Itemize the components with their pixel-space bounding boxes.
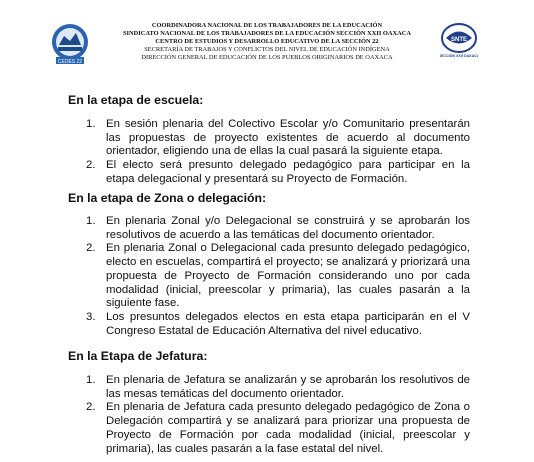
list-item: 2. El electo será presunto delegado pedagógico para participar en la etapa delegacional y presentará su Proyecto de Formación. [86, 159, 470, 185]
section-zona-delegacion [68, 191, 470, 338]
header-line-2: SINDICATO NACIONAL DE LOS TRABAJADORES DE LA EDUCACIÓN SECCIÓN XXII OAXACA [123, 30, 411, 37]
numbered-list [68, 374, 470, 456]
right-logo-top-text: SNTE [450, 37, 468, 43]
section-escuela [68, 93, 470, 187]
list-number: 2. [86, 242, 96, 255]
header-lines [95, 22, 439, 62]
list-number: 2. [86, 401, 96, 414]
list-item: 2. En plenaria Zonal o Delegacional cada presunto delegado pedagógico, electo en escuelas, compartirá el proyecto; se analizará y priorizará una propuesta de Proyecto de Formación considerando uno por cada modalidad (inicial, preescolar y primaria), las cuales pasarán a la siguiente fase. [86, 242, 470, 310]
section-jefatura [68, 349, 470, 456]
list-number: 1. [86, 118, 96, 130]
section-heading: En la etapa de Zona o delegación: [68, 191, 267, 205]
ceedes-logo-icon [50, 23, 90, 65]
list-number: 2. [86, 159, 96, 172]
section-heading: En la Etapa de Jefatura: [68, 349, 208, 363]
header-line-4: SECRETARÍA DE TRABAJOS Y CONFLICTOS DEL NIVEL DE EDUCACIÓN INDÍGENA [144, 46, 390, 53]
numbered-list [68, 118, 470, 187]
numbered-list [68, 215, 470, 338]
section-heading: En la etapa de escuela: [68, 93, 204, 107]
list-item: 1. En plenaria Zonal y/o Delegacional se construirá y se aprobarán los resolutivos de acuerdo a las temáticas del documento orientador. [86, 215, 470, 241]
list-item: 1. En plenaria de Jefatura se analizarán y se aprobarán los resolutivos de las mesas temáticas del documento orientador. [86, 374, 471, 400]
header-line-5: DIRECCIÓN GENERAL DE EDUCACIÓN DE LOS PUEBLOS ORIGINARIOS DE OAXACA [141, 54, 393, 61]
list-item: 2. En plenaria de Jefatura cada presunto delegado pedagógico de Zona o Delegación compartirá y se analizará para priorizar una propuesta de Proyecto de Formación por cada modalidad (inicial, preescolar y primaria), las cuales pasarán a la fase estatal del nivel. [86, 401, 471, 455]
header-line-1: COORDINADORA NACIONAL DE LOS TRABAJADORES DE LA EDUCACIÓN [151, 22, 383, 29]
list-number: 1. [86, 215, 96, 227]
list-number: 3. [86, 310, 96, 323]
right-logo-bottom-text: SECCIÓN XXII OAXACA [440, 54, 478, 58]
list-number: 1. [86, 374, 96, 386]
document-header [0, 20, 534, 78]
left-logo-text: CEDES 22 [57, 59, 83, 65]
list-item: 3. Los presuntos delegados electos en esta etapa participarán en el V Congreso Estatal de Educación Alternativa del nivel educativo. [86, 310, 470, 337]
list-item: 1. En sesión plenaria del Colectivo Escolar y/o Comunitario presentarán las propuestas de proyecto existentes de acuerdo al documento orientador, eligiendo una de ellas la cual pasará la siguiente etapa. [86, 118, 470, 158]
header-line-3: CENTRO DE ESTUDIOS Y DESARROLLO EDUCATIVO DE LA SECCIÓN 22 [155, 38, 379, 45]
snte-logo-icon [440, 23, 478, 63]
